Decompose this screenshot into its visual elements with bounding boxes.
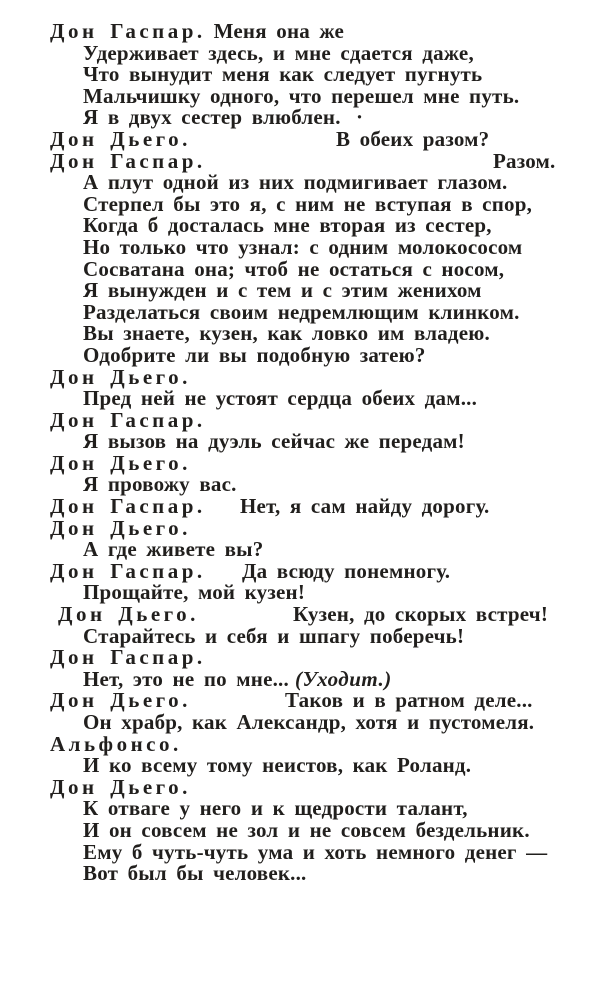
verse-line — [0, 215, 600, 237]
verse-line — [0, 234, 600, 259]
verse-line — [0, 712, 600, 734]
verse-line — [0, 299, 600, 324]
verse-text: Я вызов на дуэль сейчас же передам! — [83, 429, 465, 454]
verse-line — [0, 582, 600, 604]
verse-line — [0, 107, 600, 129]
speaker-name: Дон Дьего. — [50, 364, 191, 389]
speaker-name: Дон Дьего. — [50, 450, 191, 475]
shared-verse-continuation: В обеих разом? — [336, 126, 490, 151]
verse-line — [0, 256, 600, 281]
dialogue-speaker-line — [0, 604, 600, 626]
verse-line — [0, 755, 600, 777]
speaker-name: Дон Гаспар. — [50, 407, 206, 432]
dialogue-speaker-line — [0, 690, 600, 712]
verse-text: Я вынужден и с тем и с этим женихом — [83, 278, 482, 303]
shared-verse-continuation: Разом. — [493, 148, 556, 173]
verse-text: Но только что узнал: с одним молокососом — [83, 234, 523, 259]
dialogue-speaker-line — [0, 647, 600, 669]
shared-verse-continuation: Таков и в ратном деле... — [285, 688, 533, 713]
verse-text: Он храбр, как Александр, хотя и пустомеля. — [83, 710, 535, 734]
dialogue-speaker-line — [0, 364, 600, 389]
dialogue-speaker-line — [0, 731, 600, 756]
verse-text: Вот был бы человек... — [83, 861, 307, 886]
verse-text: Сосватана она; чтоб не остаться с носом, — [83, 256, 505, 281]
shared-verse-continuation: Да всюду понемногу. — [242, 558, 451, 583]
shared-verse-continuation: Нет, я сам найду дорогу. — [240, 494, 490, 519]
verse-text: Меня она же — [213, 19, 345, 43]
verse-line — [0, 323, 600, 345]
dialogue-speaker-line — [0, 407, 600, 432]
verse-line — [0, 280, 600, 302]
verse-text: Пред ней не устоят сердца обеих дам... — [83, 386, 478, 411]
speaker-name: Дон Дьего. — [50, 126, 191, 151]
dialogue-speaker-line — [0, 515, 600, 540]
verse-line — [0, 666, 600, 691]
speaker-name: Дон Дьего. — [50, 688, 191, 713]
verse-line — [0, 817, 600, 842]
verse-text: Удерживает здесь, и мне сдается даже, — [83, 40, 474, 65]
verse-text: Нет, это не по мне... — [83, 666, 289, 691]
verse-line — [0, 474, 600, 496]
dialogue-speaker-line — [0, 558, 600, 583]
shared-verse-continuation: Кузен, до скорых встреч! — [293, 602, 549, 627]
verse-line — [0, 83, 600, 108]
verse-line — [0, 539, 600, 561]
speaker-name: Дон Дьего. — [58, 602, 199, 627]
verse-text: Ему б чуть-чуть ума и хоть немного денег — — [83, 839, 548, 864]
dialogue-speaker-line — [0, 450, 600, 475]
speaker-name: Дон Гаспар. — [50, 645, 206, 670]
dialogue-speaker-line — [0, 21, 600, 43]
verse-line — [0, 64, 600, 86]
verse-line — [0, 172, 600, 194]
verse-text: К отваге у него и к щедрости талант, — [83, 796, 468, 821]
verse-text: Что вынудит меня как следует пугнуть — [83, 62, 483, 87]
dialogue-speaker-line — [0, 774, 600, 799]
speaker-name: Дон Дьего. — [50, 515, 191, 540]
verse-line — [0, 342, 600, 367]
verse-text: А где живете вы? — [83, 537, 264, 562]
verse-text: Разделаться своим недремлющим клинком. — [83, 299, 520, 324]
verse-line — [0, 839, 600, 864]
play-dialogue-text — [0, 21, 600, 885]
verse-text: Я в двух сестер влюблен. — [83, 105, 341, 130]
verse-line — [0, 431, 600, 453]
shared-verse-continuation: · — [356, 105, 364, 130]
verse-text: Мальчишку одного, что перешел мне путь. — [83, 83, 520, 108]
verse-text: Вы знаете, кузен, как ловко им владею. — [83, 321, 490, 346]
dialogue-speaker-line — [0, 126, 600, 151]
verse-text: А плут одной из них подмигивает глазом. — [83, 170, 508, 195]
dialogue-speaker-line — [0, 148, 600, 173]
verse-text: Я провожу вас. — [83, 472, 237, 497]
speaker-name: Дон Гаспар. — [50, 558, 206, 583]
verse-text: Когда б досталась мне вторая из сестер, — [83, 213, 492, 238]
verse-line — [0, 623, 600, 648]
verse-line — [0, 388, 600, 410]
dialogue-speaker-line — [0, 496, 600, 518]
verse-line — [0, 191, 600, 216]
verse-text: Стерпел бы это я, с ним не вступая в спор, — [83, 191, 533, 216]
verse-text: Одобрите ли вы подобную затею? — [83, 342, 426, 367]
verse-text: И он совсем не зол и не совсем бездельник. — [83, 817, 530, 842]
verse-line — [0, 40, 600, 65]
speaker-name: Альфонсо. — [50, 731, 182, 756]
verse-text: Старайтесь и себя и шпагу поберечь! — [83, 623, 465, 648]
verse-text: Прощайте, мой кузен! — [83, 580, 306, 605]
speaker-name: Дон Гаспар. — [50, 494, 206, 519]
speaker-name: Дон Гаспар. — [50, 19, 206, 43]
verse-line — [0, 798, 600, 820]
verse-line — [0, 863, 600, 885]
speaker-name: Дон Дьего. — [50, 774, 191, 799]
speaker-name: Дон Гаспар. — [50, 148, 206, 173]
stage-direction: (Уходит.) — [294, 666, 392, 691]
verse-text: И ко всему тому неистов, как Роланд. — [83, 753, 472, 778]
